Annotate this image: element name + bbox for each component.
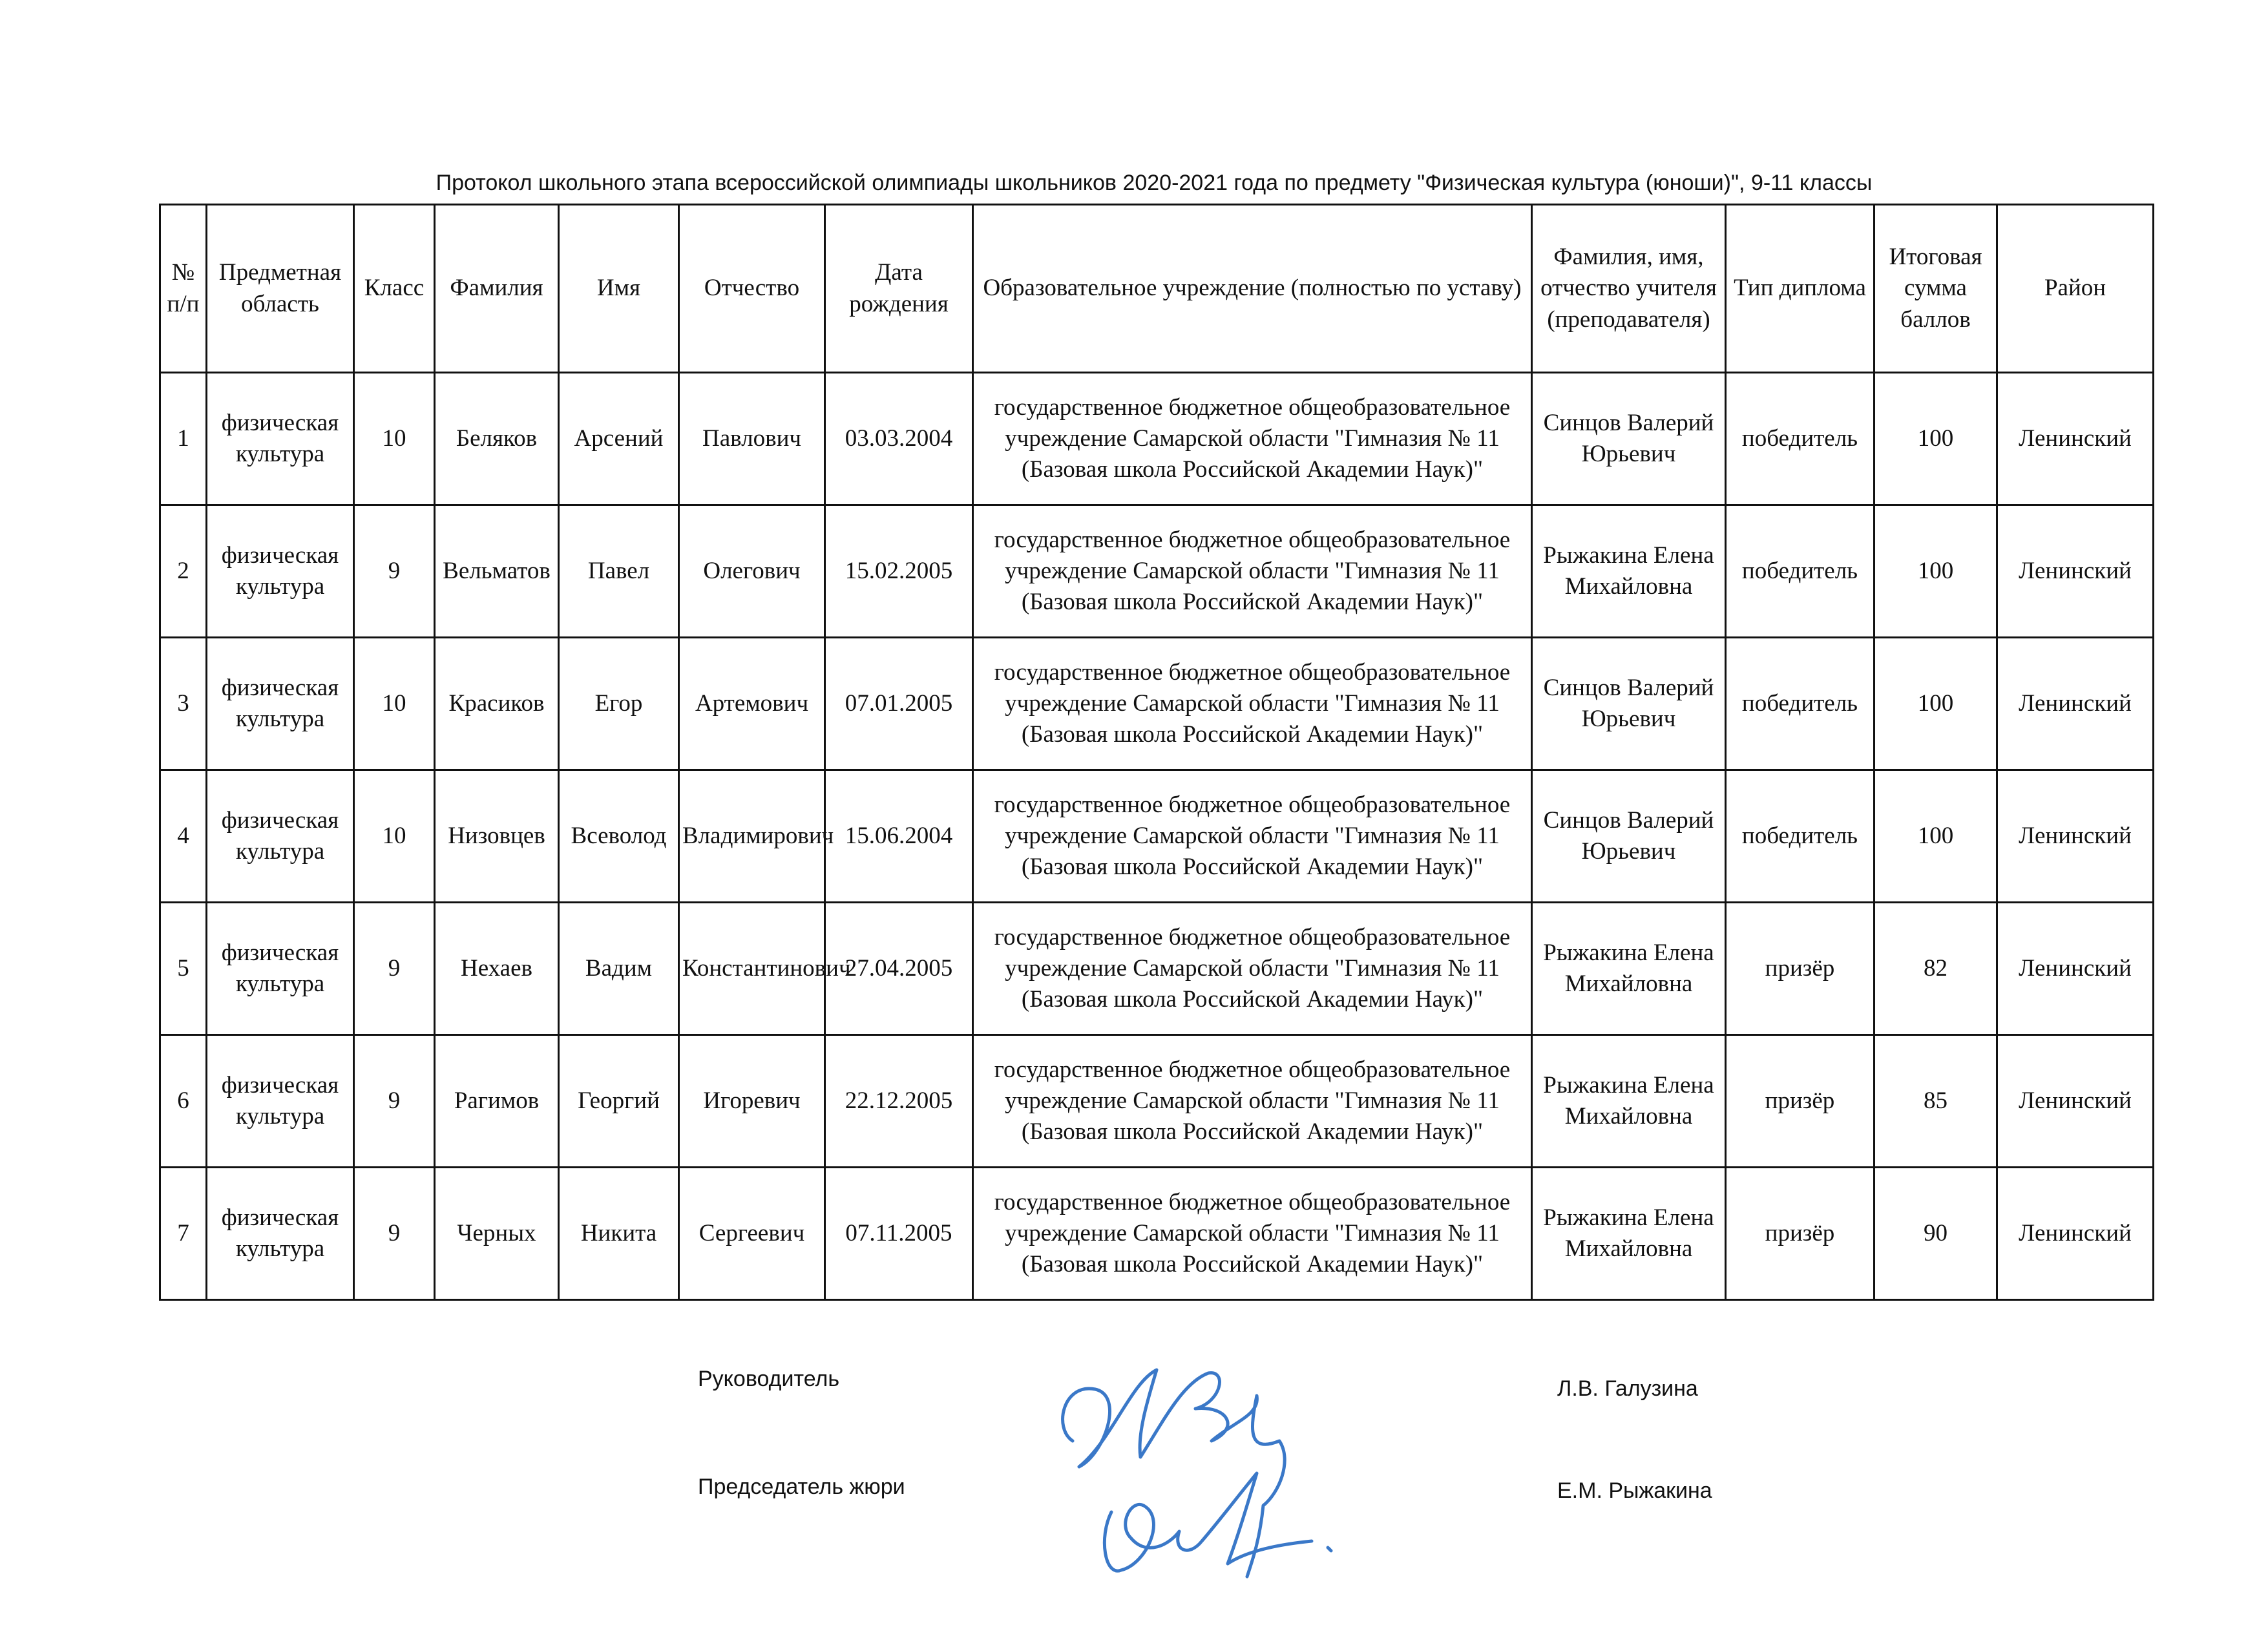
cell-patronymic: Олегович — [679, 505, 825, 638]
cell-name: Павел — [559, 505, 679, 638]
cell-birthdate: 27.04.2005 — [825, 903, 973, 1035]
cell-surname: Низовцев — [435, 770, 559, 903]
signature-dot — [1328, 1548, 1331, 1551]
cell-teacher: Синцов Валерий Юрьевич — [1532, 373, 1726, 505]
cell-teacher: Синцов Валерий Юрьевич — [1532, 638, 1726, 770]
column-header: Фамилия — [435, 205, 559, 373]
cell-diploma: призёр — [1726, 1035, 1874, 1168]
column-header: Тип диплома — [1726, 205, 1874, 373]
cell-num: 3 — [160, 638, 207, 770]
cell-patronymic: Сергеевич — [679, 1168, 825, 1300]
results-table — [159, 204, 2154, 1301]
cell-subject: физическая культура — [207, 373, 354, 505]
cell-birthdate: 15.02.2005 — [825, 505, 973, 638]
cell-grade: 10 — [354, 373, 435, 505]
cell-birthdate: 07.11.2005 — [825, 1168, 973, 1300]
jury-chair-name: Е.М. Рыжакина — [1557, 1478, 1712, 1503]
cell-subject: физическая культура — [207, 505, 354, 638]
cell-patronymic: Павлович — [679, 373, 825, 505]
cell-diploma: призёр — [1726, 1168, 1874, 1300]
table-row — [160, 638, 2154, 770]
column-header: Имя — [559, 205, 679, 373]
cell-subject: физическая культура — [207, 1035, 354, 1168]
cell-surname: Вельматов — [435, 505, 559, 638]
cell-grade: 10 — [354, 638, 435, 770]
cell-school: государственное бюджетное общеобразовательное учреждение Самарской области "Гимназия № 11 (Базовая школа Российской Академии Наук)" — [973, 770, 1532, 903]
table-row — [160, 770, 2154, 903]
cell-grade: 9 — [354, 1168, 435, 1300]
cell-diploma: призёр — [1726, 903, 1874, 1035]
cell-surname: Беляков — [435, 373, 559, 505]
handwritten-signatures — [1034, 1344, 1338, 1615]
cell-diploma: победитель — [1726, 638, 1874, 770]
signature-head-stroke — [1063, 1370, 1285, 1577]
cell-teacher: Синцов Валерий Юрьевич — [1532, 770, 1726, 903]
document-title: Протокол школьного этапа всероссийской олимпиады школьников 2020-2021 года по предмету "Физическая культура (юноши)", 9-11 классы — [436, 171, 1873, 195]
cell-school: государственное бюджетное общеобразовательное учреждение Самарской области "Гимназия № 11 (Базовая школа Российской Академии Наук)" — [973, 1035, 1532, 1168]
cell-subject: физическая культура — [207, 903, 354, 1035]
cell-surname: Красиков — [435, 638, 559, 770]
cell-score: 82 — [1874, 903, 1997, 1035]
cell-num: 5 — [160, 903, 207, 1035]
cell-birthdate: 15.06.2004 — [825, 770, 973, 903]
cell-subject: физическая культура — [207, 638, 354, 770]
cell-birthdate: 07.01.2005 — [825, 638, 973, 770]
cell-patronymic: Игоревич — [679, 1035, 825, 1168]
cell-score: 85 — [1874, 1035, 1997, 1168]
cell-diploma: победитель — [1726, 770, 1874, 903]
column-header: Дата рождения — [825, 205, 973, 373]
cell-patronymic: Константинович — [679, 903, 825, 1035]
table-header-row — [160, 205, 2154, 373]
cell-school: государственное бюджетное общеобразовательное учреждение Самарской области "Гимназия № 11 (Базовая школа Российской Академии Наук)" — [973, 505, 1532, 638]
cell-patronymic: Владимирович — [679, 770, 825, 903]
cell-district: Ленинский — [1997, 1035, 2154, 1168]
cell-teacher: Рыжакина Елена Михайловна — [1532, 505, 1726, 638]
cell-subject: физическая культура — [207, 1168, 354, 1300]
cell-grade: 9 — [354, 1035, 435, 1168]
cell-birthdate: 03.03.2004 — [825, 373, 973, 505]
cell-name: Георгий — [559, 1035, 679, 1168]
cell-score: 100 — [1874, 638, 1997, 770]
column-header: Фамилия, имя, отчество учителя (преподавателя) — [1532, 205, 1726, 373]
column-header: Класс — [354, 205, 435, 373]
cell-district: Ленинский — [1997, 505, 2154, 638]
cell-num: 7 — [160, 1168, 207, 1300]
jury-chair-label: Председатель жюри — [698, 1475, 905, 1499]
cell-surname: Нехаев — [435, 903, 559, 1035]
cell-name: Вадим — [559, 903, 679, 1035]
table-row — [160, 903, 2154, 1035]
cell-surname: Черных — [435, 1168, 559, 1300]
column-header: Итоговая сумма баллов — [1874, 205, 1997, 373]
cell-num: 4 — [160, 770, 207, 903]
cell-score: 100 — [1874, 505, 1997, 638]
cell-teacher: Рыжакина Елена Михайловна — [1532, 903, 1726, 1035]
cell-school: государственное бюджетное общеобразовательное учреждение Самарской области "Гимназия № 11 (Базовая школа Российской Академии Наук)" — [973, 1168, 1532, 1300]
cell-district: Ленинский — [1997, 373, 2154, 505]
cell-school: государственное бюджетное общеобразовательное учреждение Самарской области "Гимназия № 11 (Базовая школа Российской Академии Наук)" — [973, 373, 1532, 505]
head-name: Л.В. Галузина — [1557, 1376, 1698, 1401]
cell-diploma: победитель — [1726, 505, 1874, 638]
table-row — [160, 1168, 2154, 1300]
table-row — [160, 505, 2154, 638]
cell-teacher: Рыжакина Елена Михайловна — [1532, 1035, 1726, 1168]
cell-score: 100 — [1874, 770, 1997, 903]
column-header: Предметная область — [207, 205, 354, 373]
table-row — [160, 1035, 2154, 1168]
cell-district: Ленинский — [1997, 770, 2154, 903]
cell-num: 2 — [160, 505, 207, 638]
cell-score: 90 — [1874, 1168, 1997, 1300]
column-header: Отчество — [679, 205, 825, 373]
cell-district: Ленинский — [1997, 638, 2154, 770]
cell-patronymic: Артемович — [679, 638, 825, 770]
cell-school: государственное бюджетное общеобразовательное учреждение Самарской области "Гимназия № 11 (Базовая школа Российской Академии Наук)" — [973, 638, 1532, 770]
signature-jury-stroke — [1104, 1473, 1312, 1571]
column-header: № п/п — [160, 205, 207, 373]
cell-num: 1 — [160, 373, 207, 505]
cell-diploma: победитель — [1726, 373, 1874, 505]
cell-grade: 9 — [354, 505, 435, 638]
cell-name: Арсений — [559, 373, 679, 505]
cell-surname: Рагимов — [435, 1035, 559, 1168]
table-body — [160, 373, 2154, 1300]
cell-subject: физическая культура — [207, 770, 354, 903]
cell-district: Ленинский — [1997, 1168, 2154, 1300]
cell-num: 6 — [160, 1035, 207, 1168]
cell-score: 100 — [1874, 373, 1997, 505]
cell-grade: 9 — [354, 903, 435, 1035]
cell-district: Ленинский — [1997, 903, 2154, 1035]
cell-name: Всеволод — [559, 770, 679, 903]
table-row — [160, 373, 2154, 505]
column-header: Район — [1997, 205, 2154, 373]
cell-grade: 10 — [354, 770, 435, 903]
head-label: Руководитель — [698, 1367, 840, 1391]
cell-birthdate: 22.12.2005 — [825, 1035, 973, 1168]
column-header: Образовательное учреждение (полностью по уставу) — [973, 205, 1532, 373]
cell-name: Никита — [559, 1168, 679, 1300]
cell-teacher: Рыжакина Елена Михайловна — [1532, 1168, 1726, 1300]
cell-name: Егор — [559, 638, 679, 770]
cell-school: государственное бюджетное общеобразовательное учреждение Самарской области "Гимназия № 11 (Базовая школа Российской Академии Наук)" — [973, 903, 1532, 1035]
